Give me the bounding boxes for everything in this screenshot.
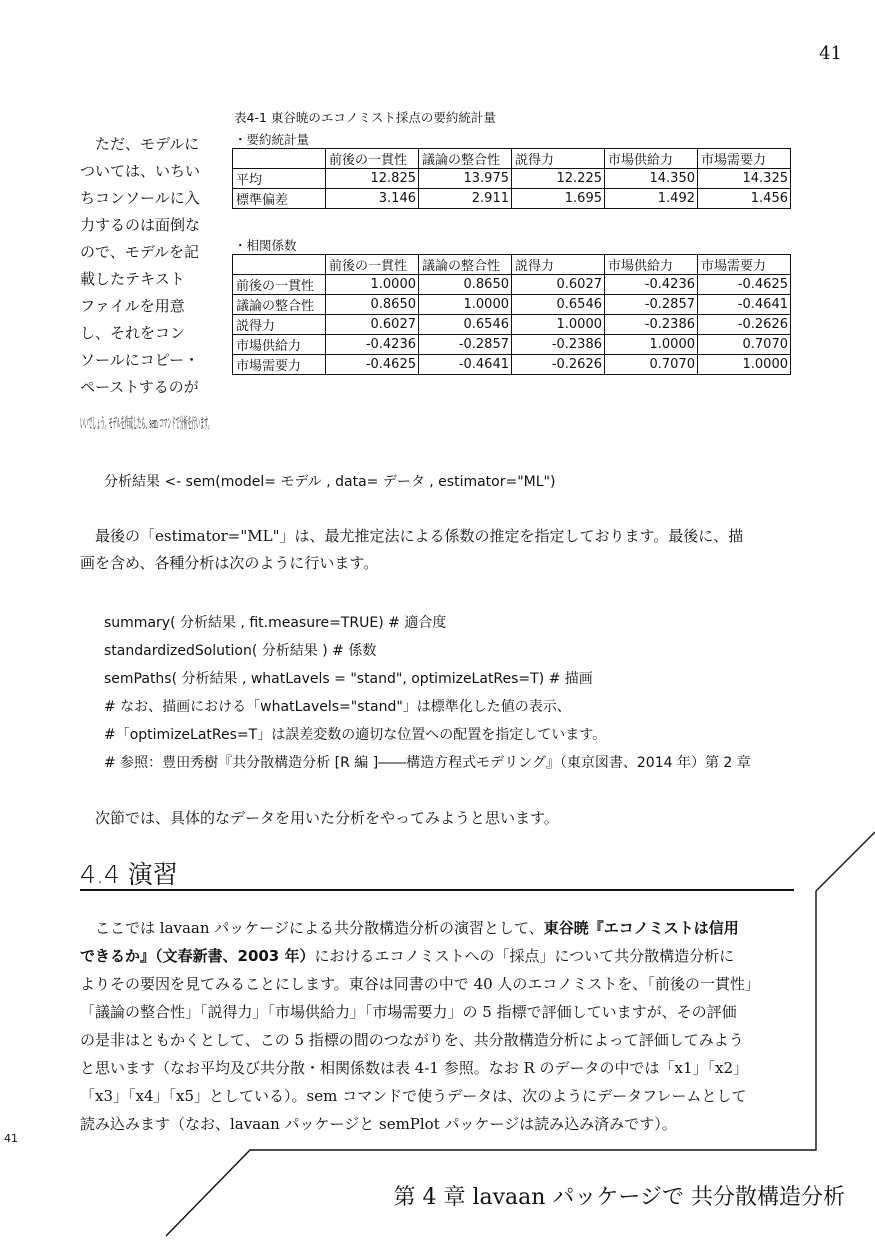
table-corner-cell — [233, 255, 326, 275]
body-text-line: ついては、いちい — [80, 162, 201, 180]
body-text-line — [80, 916, 739, 940]
table-cell: 0.8650 — [419, 275, 512, 295]
table-row — [233, 275, 791, 295]
column-header: 市場供給力 — [605, 255, 698, 275]
body-text-segment: におけるエコノミストへの「採点」について共分散構造分析に — [314, 947, 735, 965]
section-rule — [80, 889, 794, 891]
table-row — [233, 315, 791, 335]
table-title: 表4-1 東谷暁のエコノミスト採点の要約統計量 — [234, 110, 496, 125]
side-page-number: 41 — [4, 1132, 18, 1145]
body-text-line: の是非はともかくとして、この 5 指標の間のつながりを、共分散構造分析によって評価してみよう — [80, 1031, 744, 1049]
table-row — [233, 335, 791, 355]
body-text-line: ペーストするのが — [80, 378, 199, 396]
table-row — [233, 295, 791, 315]
book-title-segment: 東谷暁『エコノミストは信用 — [543, 919, 739, 937]
table-cell: -0.4641 — [698, 295, 791, 315]
code-line: standardizedSolution( 分析結果 ) # 係数 — [104, 643, 377, 659]
table-cell: -0.4236 — [326, 335, 419, 355]
section-title: 4.4 演習 — [80, 860, 178, 889]
column-header: 市場供給力 — [605, 149, 698, 169]
table-cell: 0.7070 — [698, 335, 791, 355]
body-text-line: ソールにコピー・ — [80, 351, 200, 369]
table-cell: -0.2857 — [419, 335, 512, 355]
column-header: 議論の整合性 — [419, 255, 512, 275]
body-text-line: ちコンソールに入 — [80, 189, 200, 207]
body-text-line: よりその要因を見てみることにします。東谷は同書の中で 40 人のエコノミストを、「前後の一貫性」 — [80, 975, 760, 993]
row-label: 標準偏差 — [233, 189, 326, 209]
chapter-footer-title: 第 4 章 lavaan パッケージで 共分散構造分析 — [393, 1185, 845, 1210]
table-cell: -0.2626 — [512, 355, 605, 375]
body-text-line: と思います（なお平均及び共分散・相関係数は表 4-1 参照。なお R のデータの中では「x1」「x2」 — [80, 1059, 749, 1077]
table-header-row — [233, 255, 791, 275]
body-text-line: ただ、モデルに — [80, 135, 200, 153]
column-header: 議論の整合性 — [419, 149, 512, 169]
table-row — [233, 189, 791, 209]
correlation-label: ・相関係数 — [234, 238, 297, 253]
table-cell: 12.225 — [512, 169, 605, 189]
column-header: 市場需要力 — [698, 255, 791, 275]
table-corner-cell — [233, 149, 326, 169]
correlation-table — [232, 254, 791, 375]
table-cell: -0.2386 — [512, 335, 605, 355]
page-number: 41 — [819, 43, 842, 64]
column-header: 市場需要力 — [698, 149, 791, 169]
body-text-line: いいでしょう。モデルを作成したら、sem コマンドで分析を行います。 — [80, 414, 213, 432]
body-text-line: 「x3」「x4」「x5」としている）。sem コマンドで使うデータは、次のようにデータフレームとして — [80, 1087, 747, 1105]
body-text-line: 載したテキスト — [80, 270, 185, 288]
body-text-segment: ここでは lavaan パッケージによる共分散構造分析の演習として、 — [80, 919, 544, 937]
row-label: 前後の一貫性 — [233, 275, 326, 295]
table-cell: 0.7070 — [605, 355, 698, 375]
body-text-line: ファイルを用意 — [80, 297, 185, 315]
table-cell: -0.2857 — [605, 295, 698, 315]
code-line: 分析結果 <- sem(model= モデル , data= データ , estimator="ML") — [104, 474, 556, 490]
table-cell: 1.0000 — [326, 275, 419, 295]
body-text-line: 次節では、具体的なデータを用いた分析をやってみようと思います。 — [80, 809, 559, 827]
code-line: # なお、描画における「whatLavels="stand"」は標準化した値の表示、 — [104, 699, 571, 715]
table-cell: 1.0000 — [419, 295, 512, 315]
table-cell: -0.4641 — [419, 355, 512, 375]
table-cell: -0.2386 — [605, 315, 698, 335]
table-row — [233, 355, 791, 375]
table-cell: -0.4625 — [326, 355, 419, 375]
table-cell: 14.350 — [605, 169, 698, 189]
table-cell: -0.4625 — [698, 275, 791, 295]
table-cell: 2.911 — [419, 189, 512, 209]
code-line: semPaths( 分析結果 , whatLavels = "stand", optimizeLatRes=T) # 描画 — [104, 671, 593, 687]
table-cell: 0.8650 — [326, 295, 419, 315]
body-text-line: ので、モデルを記 — [80, 243, 199, 261]
table-cell: -0.2626 — [698, 315, 791, 335]
body-text-line: 最後の「estimator="ML"」は、最尤推定法による係数の推定を指定しております。最後に、描 — [80, 527, 744, 545]
table-cell: 1.492 — [605, 189, 698, 209]
body-text-line: 「議論の整合性」「説得力」「市場供給力」「市場需要力」の 5 指標で評価していますが、その評価 — [80, 1003, 737, 1021]
code-line: # 参照：豊田秀樹『共分散構造分析 [R 編 ]――構造方程式モデリング』（東京図書、2014 年）第 2 章 — [104, 755, 751, 771]
table-header-row — [233, 149, 791, 169]
table-cell: 0.6546 — [419, 315, 512, 335]
row-label: 市場供給力 — [233, 335, 326, 355]
table-cell: 1.0000 — [512, 315, 605, 335]
book-title-segment: できるか』（文春新書、2003 年） — [80, 947, 315, 965]
table-row — [233, 169, 791, 189]
table-cell: 3.146 — [326, 189, 419, 209]
table-cell: 0.6546 — [512, 295, 605, 315]
row-label: 説得力 — [233, 315, 326, 335]
column-header: 前後の一貫性 — [326, 149, 419, 169]
body-text-line: し、それをコン — [80, 324, 186, 342]
code-line: summary( 分析結果 , fit.measure=TRUE) # 適合度 — [104, 615, 447, 631]
column-header: 説得力 — [512, 255, 605, 275]
body-text-line — [80, 944, 734, 968]
table-cell: -0.4236 — [605, 275, 698, 295]
body-text-line: 画を含め、各種分析は次のように行います。 — [80, 554, 379, 572]
summary-stats-table — [232, 148, 791, 209]
table-cell: 1.456 — [698, 189, 791, 209]
row-label: 平均 — [233, 169, 326, 189]
column-header: 前後の一貫性 — [326, 255, 419, 275]
table-cell: 1.0000 — [698, 355, 791, 375]
code-line: #「optimizeLatRes=T」は誤差変数の適切な位置への配置を指定しています。 — [104, 727, 607, 743]
table-cell: 1.0000 — [605, 335, 698, 355]
row-label: 議論の整合性 — [233, 295, 326, 315]
table-cell: 0.6027 — [512, 275, 605, 295]
table-cell: 12.825 — [326, 169, 419, 189]
table-cell: 13.975 — [419, 169, 512, 189]
column-header: 説得力 — [512, 149, 605, 169]
table-cell: 1.695 — [512, 189, 605, 209]
row-label: 市場需要力 — [233, 355, 326, 375]
table-cell: 14.325 — [698, 169, 791, 189]
summary-stats-label: ・要約統計量 — [234, 132, 310, 147]
body-text-line: 読み込みます（なお、lavaan パッケージと semPlot パッケージは読み込み済みです）。 — [80, 1115, 677, 1133]
body-text-line: 力するのは面倒な — [80, 216, 201, 234]
table-cell: 0.6027 — [326, 315, 419, 335]
